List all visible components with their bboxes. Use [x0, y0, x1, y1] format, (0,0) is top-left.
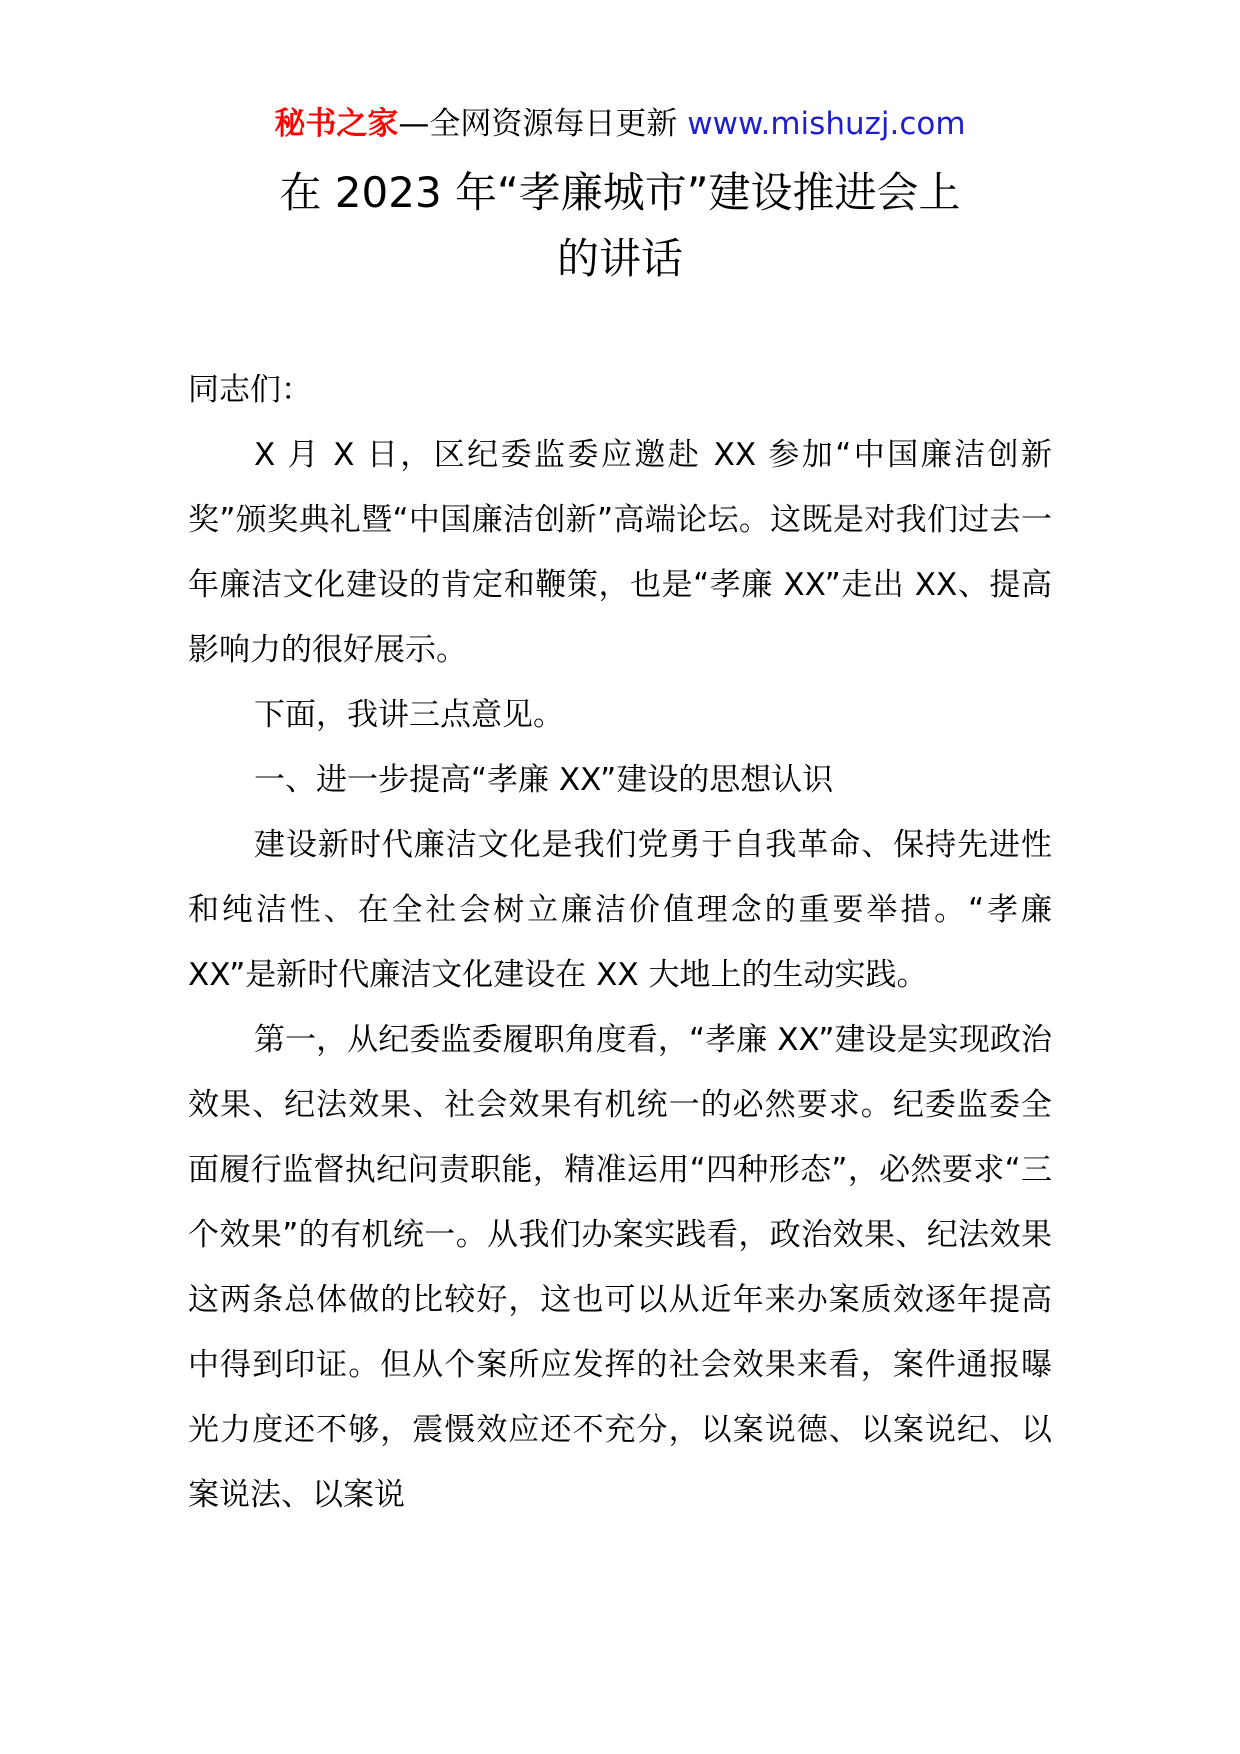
title-line-1: 在 2023 年“孝廉城市”建设推进会上 [279, 168, 961, 217]
paragraph-1: X 月 X 日，区纪委监委应邀赴 XX 参加“中国廉洁创新奖”颁奖典礼暨“中国廉洁创新”高端论坛。这既是对我们过去一年廉洁文化建设的肯定和鞭策，也是“孝廉 XX”走出 XX、提高影响力的很好展示。 [188, 437, 1052, 668]
site-header [0, 100, 1240, 148]
paragraph-2: 下面，我讲三点意见。 [254, 697, 564, 733]
brand-name: 秘书之家 [274, 106, 399, 142]
document-title [190, 160, 1050, 292]
section-heading-1: 一、进一步提高“孝廉 XX”建设的思想认识 [254, 762, 834, 798]
document-body [188, 358, 1052, 1528]
header-tagline: —全网资源每日更新 [398, 106, 688, 142]
title-line-2: 的讲话 [556, 234, 683, 283]
salutation: 同志们： [188, 372, 312, 408]
paragraph-4: 第一，从纪委监委履职角度看，“孝廉 XX”建设是实现政治效果、纪法效果、社会效果有机统一的必然要求。纪委监委全面履行监督执纪问责职能，精准运用“四种形态”，必然要求“三个效果”的有机统一。从我们办案实践看，政治效果、纪法效果这两条总体做的比较好，这也可以从近年来办案质效逐年提高中得到印证。但从个案所应发挥的社会效果来看，案件通报曝光力度还不够，震慑效应还不充分，以案说德、以案说纪、以案说法、以案说 [188, 1022, 1052, 1513]
paragraph-3: 建设新时代廉洁文化是我们党勇于自我革命、保持先进性和纯洁性、在全社会树立廉洁价值理念的重要举措。“孝廉 XX”是新时代廉洁文化建设在 XX 大地上的生动实践。 [188, 827, 1052, 993]
site-url-link[interactable]: www.mishuzj.com [687, 106, 966, 142]
